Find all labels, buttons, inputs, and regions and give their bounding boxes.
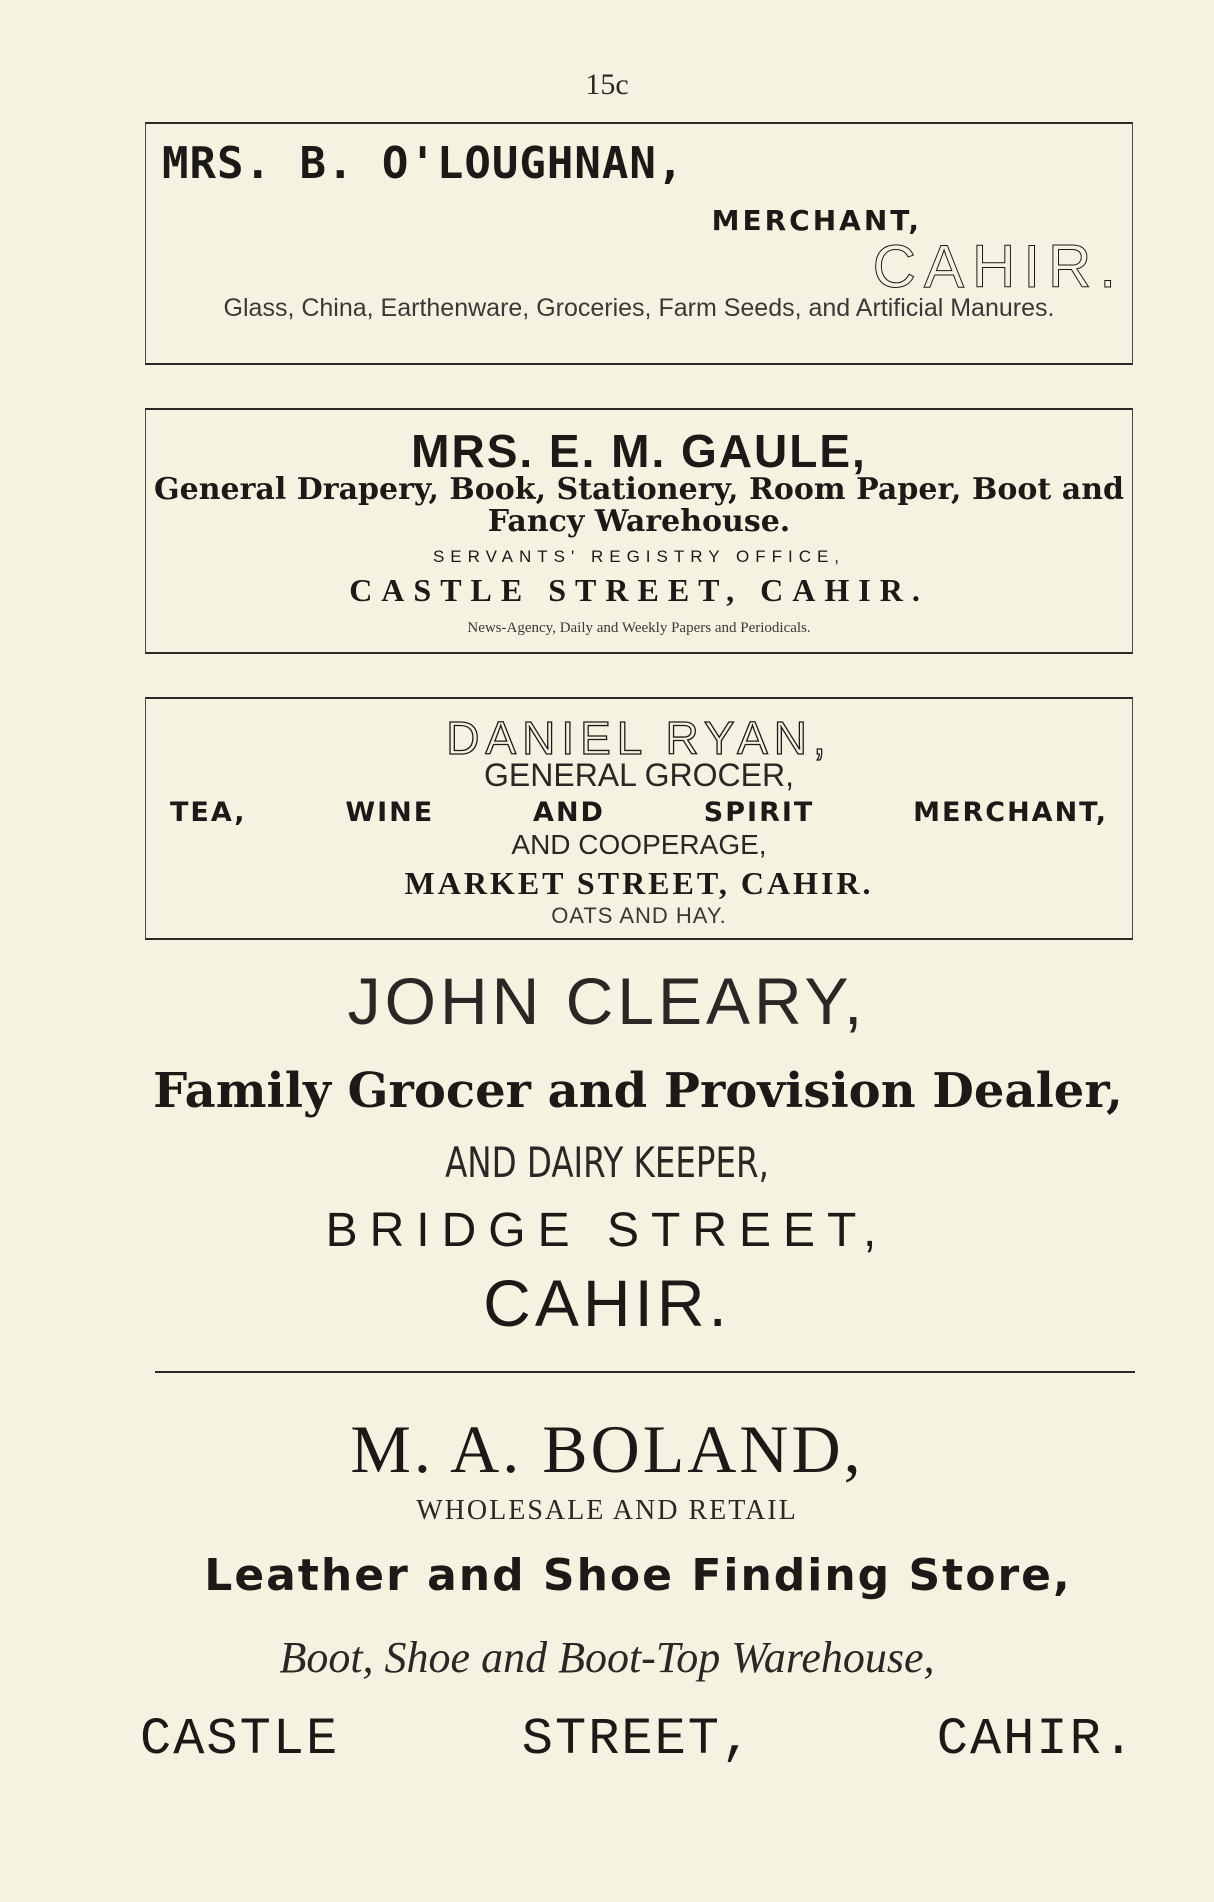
boland-address: CASTLE STREET, CAHIR. (140, 1710, 1136, 1769)
registry-office: SERVANTS' REGISTRY OFFICE, (432, 547, 846, 566)
advertisement-oloughnan (145, 122, 1133, 365)
boland-name: M. A. BOLAND, (350, 1411, 864, 1487)
advertisement-gaule (145, 408, 1133, 654)
advertiser-address: CASTLE STREET, CAHIR. (349, 572, 929, 608)
advertiser-trade: GENERAL GROCER, (484, 757, 794, 793)
advertiser-trade: MERCHANT, (711, 204, 922, 237)
cleary-dairy: AND DAIRY KEEPER, (445, 1138, 769, 1187)
advertiser-cooperage: AND COOPERAGE, (511, 829, 767, 860)
boland-subtitle: WHOLESALE AND RETAIL (416, 1495, 798, 1526)
advertiser-extra: OATS AND HAY. (551, 903, 727, 928)
advertiser-description: Glass, China, Earthenware, Groceries, Farm Seeds, and Artificial Manures. (223, 294, 1055, 322)
advertiser-town: CAHIR. (872, 233, 1124, 300)
news-agency-note: News-Agency, Daily and Weekly Papers and Periodicals. (467, 620, 811, 636)
cleary-town: CAHIR. (483, 1266, 731, 1340)
boland-store: Leather and Shoe Finding Store, (204, 1550, 1072, 1601)
page-number: 15c (585, 68, 629, 101)
section-divider (155, 1371, 1135, 1373)
cleary-trade: Family Grocer and Provision Dealer, (153, 1063, 1123, 1119)
advertiser-name: DANIEL RYAN, (446, 712, 832, 764)
advertisement-ryan (145, 697, 1133, 940)
advertiser-trade: General Drapery, Book, Stationery, Room Paper, Boot and Fancy Warehouse. (154, 472, 1124, 539)
advertiser-name: MRS. B. O'LOUGHNAN, (162, 138, 685, 189)
advertiser-merchant-line: TEA, WINE AND SPIRIT MERCHANT, (170, 797, 1108, 828)
cleary-name: JOHN CLEARY, (347, 964, 867, 1038)
cleary-street: BRIDGE STREET, (325, 1204, 889, 1257)
advertiser-name: MRS. E. M. GAULE, (411, 425, 867, 477)
advertiser-address: MARKET STREET, CAHIR. (404, 865, 874, 901)
boland-warehouse: Boot, Shoe and Boot-Top Warehouse, (279, 1633, 935, 1682)
